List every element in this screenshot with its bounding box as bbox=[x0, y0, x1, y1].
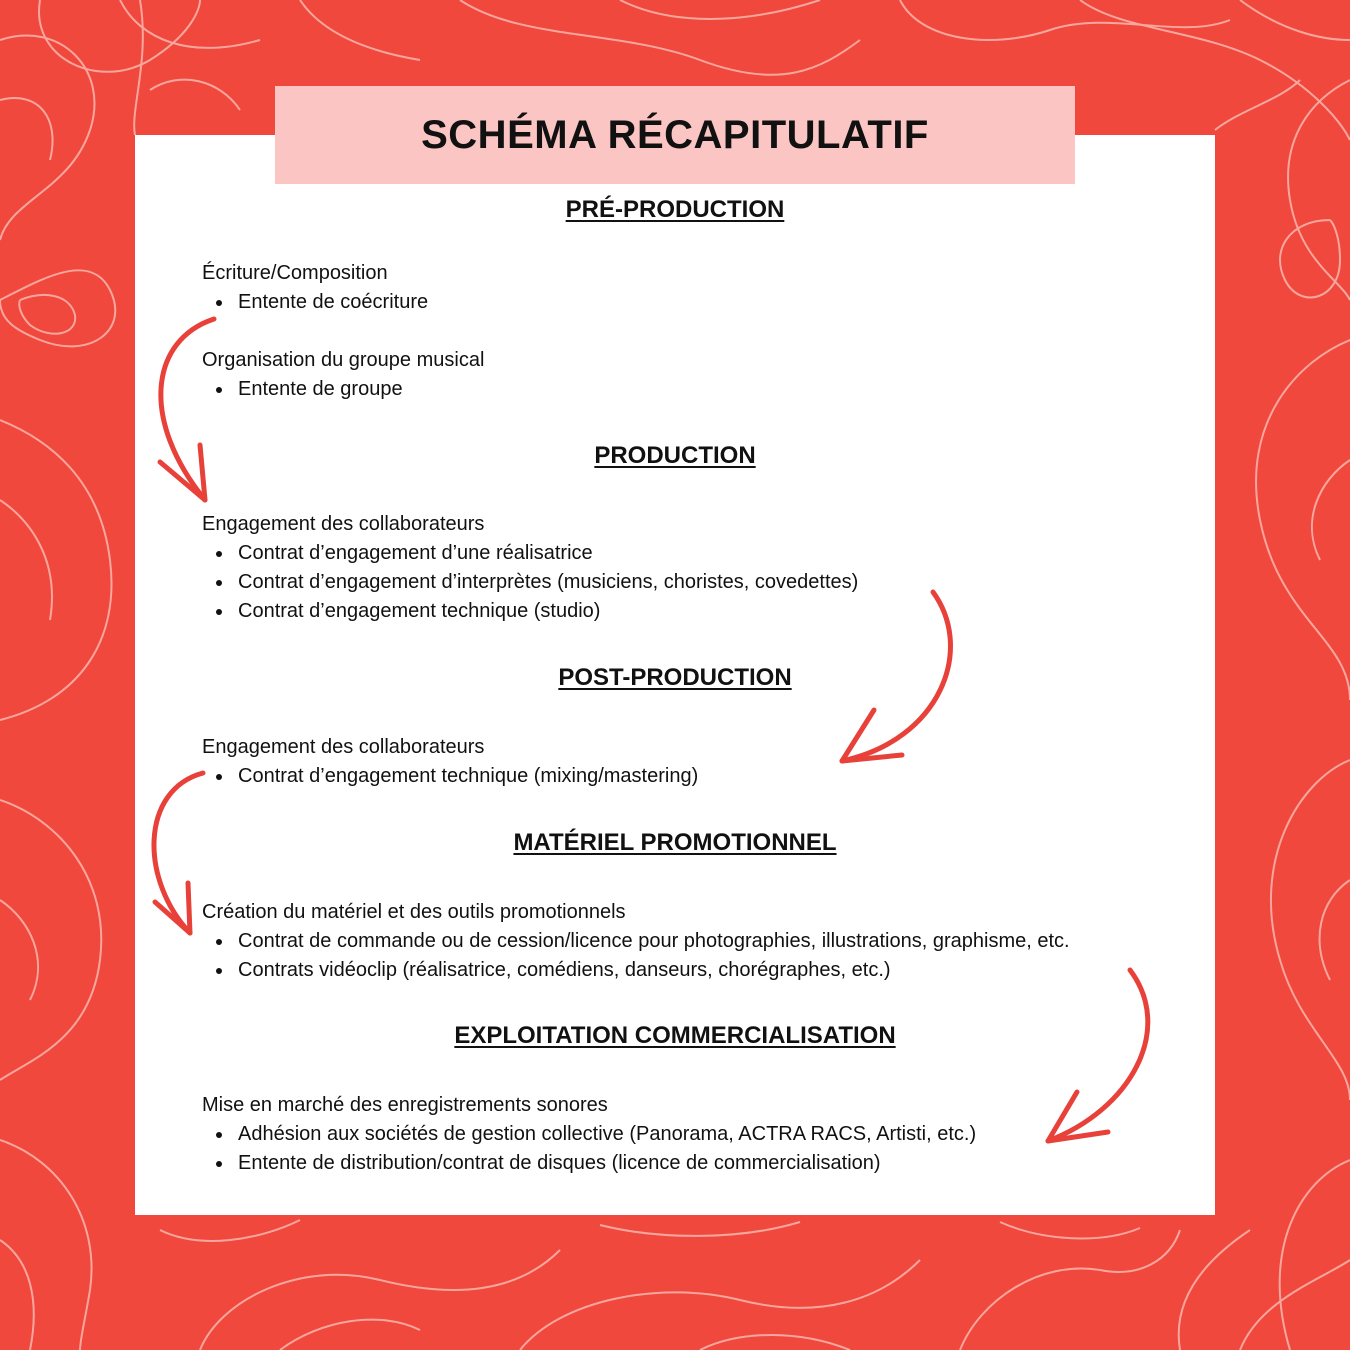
group-label: Engagement des collaborateurs bbox=[202, 513, 485, 535]
section-heading-materiel-promotionnel: MATÉRIEL PROMOTIONNEL bbox=[513, 829, 837, 856]
item-list bbox=[202, 1120, 976, 1178]
section-heading-production: PRODUCTION bbox=[594, 442, 756, 469]
list-item: Contrat d’engagement technique (mixing/mastering) bbox=[202, 762, 698, 791]
section-heading-exploitation-commercialisation: EXPLOITATION COMMERCIALISATION bbox=[454, 1022, 896, 1049]
title-banner bbox=[275, 86, 1075, 184]
list-item: Entente de groupe bbox=[202, 375, 484, 404]
item-list bbox=[202, 539, 858, 626]
list-item: Contrats vidéoclip (réalisatrice, comédiens, danseurs, chorégraphes, etc.) bbox=[202, 956, 1070, 985]
group-organisation-groupe bbox=[202, 346, 484, 404]
page-title: SCHÉMA RÉCAPITULATIF bbox=[421, 112, 929, 157]
list-item: Contrat d’engagement d’une réalisatrice bbox=[202, 539, 858, 568]
section-heading-post-production: POST-PRODUCTION bbox=[558, 664, 792, 691]
item-list bbox=[202, 927, 1070, 985]
item-list bbox=[202, 762, 698, 791]
list-item: Entente de coécriture bbox=[202, 288, 428, 317]
group-label: Mise en marché des enregistrements sonores bbox=[202, 1094, 608, 1116]
list-item: Adhésion aux sociétés de gestion collective (Panorama, ACTRA RACS, Artisti, etc.) bbox=[202, 1120, 976, 1149]
group-creation-materiel bbox=[202, 898, 1070, 985]
list-item: Contrat d’engagement technique (studio) bbox=[202, 597, 858, 626]
item-list bbox=[202, 375, 484, 404]
list-item: Contrat d’engagement d’interprètes (musiciens, choristes, covedettes) bbox=[202, 568, 858, 597]
list-item: Entente de distribution/contrat de disques (licence de commercialisation) bbox=[202, 1149, 976, 1178]
group-label: Organisation du groupe musical bbox=[202, 349, 485, 371]
item-list bbox=[202, 288, 428, 317]
group-mise-en-marche bbox=[202, 1091, 976, 1178]
group-engagement-post-production bbox=[202, 733, 698, 791]
group-label: Engagement des collaborateurs bbox=[202, 736, 485, 758]
group-label: Écriture/Composition bbox=[202, 262, 388, 284]
section-heading-pre-production: PRÉ-PRODUCTION bbox=[565, 196, 785, 223]
group-label: Création du matériel et des outils promotionnels bbox=[202, 901, 626, 923]
list-item: Contrat de commande ou de cession/licence pour photographies, illustrations, graphisme, etc. bbox=[202, 927, 1070, 956]
group-ecriture-composition bbox=[202, 259, 428, 317]
group-engagement-production bbox=[202, 510, 858, 626]
